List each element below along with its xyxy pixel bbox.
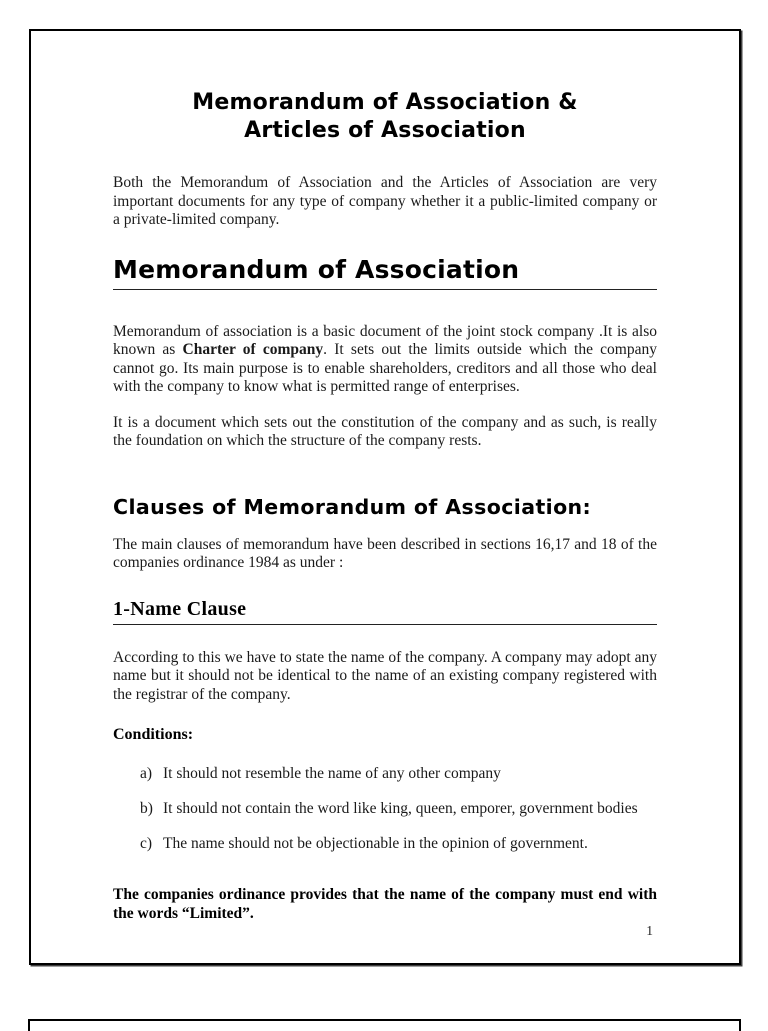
conditions-list xyxy=(113,765,657,870)
condition-item-a-text: It should not resemble the name of any other company xyxy=(163,765,501,782)
condition-item-b-text: It should not contain the word like king, queen, emporer, government bodies xyxy=(163,800,638,817)
charter-of-company-bold: Charter of company xyxy=(182,341,324,358)
document-title xyxy=(113,89,657,145)
document-title-line2: Articles of Association xyxy=(244,118,526,143)
name-clause-heading: 1-Name Clause xyxy=(113,598,657,625)
name-clause-paragraph: According to this we have to state the name of the company. A company may adopt any name but it should not be identical to the name of an existing company registered with the registrar of the company. xyxy=(113,648,657,703)
intro-paragraph: Both the Memorandum of Association and the Articles of Association are very important documents for any type of company whether it a public-limited company or a private-limited company. xyxy=(113,174,657,228)
document-page xyxy=(29,29,741,965)
memorandum-paragraph-1-post: . It sets out the limits outside which the company cannot go. Its main purpose is to enable shareholders, creditors and all those who deal with the company to know what is permitted range of enterprises. xyxy=(113,341,657,395)
condition-item-c-text: The name should not be objectionable in the opinion of government. xyxy=(163,835,588,852)
clauses-intro-paragraph: The main clauses of memorandum have been described in sections 16,17 and 18 of the companies ordinance 1984 as under : xyxy=(113,535,657,571)
condition-item-a-marker: a) xyxy=(140,765,153,782)
condition-item-c-marker: c) xyxy=(140,835,153,852)
memorandum-paragraph-1 xyxy=(113,323,657,397)
document-title-line1: Memorandum of Association & xyxy=(192,90,578,115)
page-number: 1 xyxy=(646,923,653,938)
condition-item-b-marker: b) xyxy=(140,800,153,817)
memorandum-paragraph-2: It is a document which sets out the constitution of the company and as such, is really the foundation on which the structure of the company rests. xyxy=(113,413,657,449)
condition-item-a xyxy=(113,765,657,784)
next-page-top-edge xyxy=(28,1019,741,1031)
condition-item-b xyxy=(113,800,657,819)
condition-item-c xyxy=(113,835,657,854)
memorandum-paragraph-1-pre: Memorandum of association is a basic document of the joint stock company .It is also known as xyxy=(113,322,657,358)
ordinance-note: The companies ordinance provides that the name of the company must end with the words “Limited”. xyxy=(113,886,657,922)
conditions-label: Conditions: xyxy=(113,726,194,743)
memorandum-section-heading: Memorandum of Association xyxy=(113,256,657,290)
clauses-section-heading: Clauses of Memorandum of Association: xyxy=(113,494,592,519)
